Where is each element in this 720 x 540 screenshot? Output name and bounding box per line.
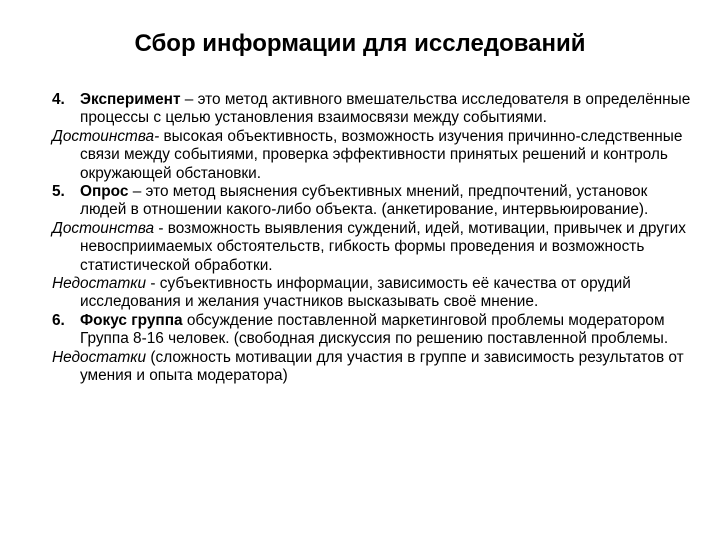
definition-survey: – это метод выяснения субъективных мнений, предпочтений, установок людей в отношении какого-либо объекта. (анкетирование, интервьюирование). [80,183,649,219]
slide-body [52,91,692,386]
item-number: 4. [52,91,65,108]
text-experiment-pros: высокая объективность, возможность изучения причинно-следственные связи между событиями, проверка эффективности принятых решений и контроль окружающей обстановки. [80,127,683,182]
definition-focus-group: обсуждение поставленной маркетинговой проблемы модератором Группа 8-16 человек. (свободная дискуссия по решению поставленной проблемы. [80,311,669,348]
paragraph-survey-cons [52,275,692,312]
text-survey-pros: - возможность выявления суждений, идей, мотивации, привычек и других невосприимаемых обстоятельств, гибкость формы проведения и возможность статистической обработки. [80,219,686,274]
term-survey: Опрос [80,183,129,201]
paragraph-survey [52,183,692,220]
paragraph-focus-group-cons [52,349,692,386]
text-survey-cons: - субъективность информации, зависимость её качества от орудий исследования и желания участников высказывать своё мнение. [80,275,631,311]
text-focus-group-cons: (сложность мотивации для участия в группе и зависимость результатов от умения и опыта модератора) [80,348,684,385]
label-pros: Достоинства- [52,127,160,145]
paragraph-experiment-pros [52,128,692,183]
label-cons: Недостатки [52,275,147,293]
item-number: 6. [52,311,65,329]
paragraph-survey-pros [52,220,692,275]
label-cons: Недостатки [52,348,147,366]
definition-experiment: – это метод активного вмешательства исследователя в определённые процессы с целью установления взаимосвязи между событиями. [80,91,691,127]
paragraph-focus-group [52,312,692,349]
paragraph-experiment [52,91,692,128]
term-experiment: Эксперимент [80,91,181,108]
label-pros: Достоинства [52,219,155,237]
term-focus-group: Фокус группа [80,311,183,329]
item-number: 5. [52,183,65,201]
slide-title: Сбор информации для исследований [134,30,586,57]
